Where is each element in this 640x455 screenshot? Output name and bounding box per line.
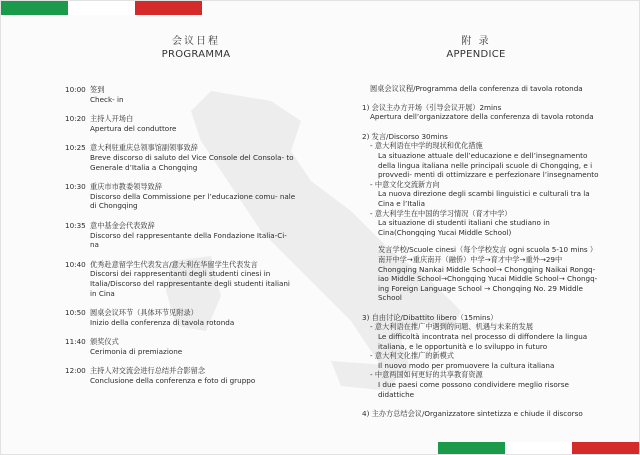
- schedule-cn: 优秀赴意留学生代表发言/意大利在华留学生代表发言: [90, 259, 258, 269]
- programma-column: [61, 1, 296, 455]
- bullet-item: [370, 180, 602, 209]
- programma-heading: [81, 35, 311, 61]
- bullet-item: [370, 351, 602, 370]
- schedule-item: [65, 221, 297, 250]
- bullet-item: [370, 370, 602, 399]
- bullet-it: La situazione attuale dell’educazione e dell’insegnamento della lingua italiana nelle principali scuole di Chongqing, e i provvedi- menti di ottimizzare e perfezionare l’insegnamento: [378, 150, 599, 180]
- bullet-item: [370, 209, 602, 238]
- bullet-it: La nuova direzione degli scambi linguistici e culturali tra la Cina e l’Italia: [378, 189, 590, 208]
- schedule-time: 10:50: [65, 308, 86, 318]
- schedule-it: Discorsi dei rappresentanti degli studenti cinesi in Italia/Discorso del rappresentante degli studenti italiani in Cina: [90, 269, 290, 298]
- bullet-it: I due paesi come possono condividere meglio risorse didattiche: [378, 380, 569, 399]
- programma-title-en: PROGRAMMA: [161, 49, 231, 60]
- schedule-time: 10:30: [65, 182, 86, 192]
- schedule-cn: 签到: [90, 85, 105, 94]
- schedule-it: Cerimonia di premiazione: [90, 346, 183, 356]
- appendix-intro: 圆桌会议议程/Programma della conferenza di tavola rotonda: [370, 84, 583, 93]
- schedule-it: Conclusione della conferenza e foto di gruppo: [90, 376, 256, 386]
- bullet-cn: - 中意两国如何更好的共享教育资源: [370, 370, 483, 380]
- schedule-time: 10:35: [65, 220, 86, 230]
- appendix-section-3: [362, 313, 602, 399]
- section-heading: 2) 发言/Discorso 30mins: [362, 131, 448, 141]
- bullet-cn: - 意大利语在中学的现状和优化措施: [370, 141, 483, 151]
- section-heading: 3) 自由讨论/Dibattito libero（15mins）: [362, 312, 498, 322]
- section-heading: 1) 会议主办方开场（引导会议开展）2mins: [362, 102, 502, 112]
- speaking-schools: 发言学校/Scuole cinesi（每个学校发言 ogni scuola 5-10 mins ）南开中学→重庆南开（融侨）中学→育才中学→重外→29中 Chongqing Nankai Middle School→ Chongqing Naikai Rongq- iao Middle School→Chongqing Yucai Middle School→ Chongq- ing Foreign Language School → Chongqing No. 29 Middle School: [378, 245, 598, 303]
- bullet-item: [370, 322, 602, 351]
- flag-green-stripe: [1, 1, 68, 15]
- schedule-item: [65, 85, 297, 104]
- schedule-cn: 意大利驻重庆总领事馆副领事致辞: [90, 143, 198, 153]
- schedule-time: 10:25: [65, 143, 86, 153]
- schedule-item: [65, 337, 297, 356]
- schedule-it: Check- in: [90, 94, 124, 104]
- schedule-it: Inizio della conferenza di tavola rotonda: [90, 317, 235, 327]
- appendice-heading: [356, 35, 596, 61]
- schedule-cn: 圆桌会议环节（具体环节见附录）: [90, 308, 198, 318]
- section-text: Apertura dell’organizzatore della conferenza di tavola rotonda: [370, 112, 594, 122]
- schedule-cn: 主持人对交流会进行总结并合影留念: [90, 366, 206, 376]
- schedule-time: 12:00: [65, 366, 86, 376]
- schedule-it: Apertura del conduttore: [90, 123, 177, 133]
- appendice-column: [356, 1, 599, 455]
- bullet-it: La situazione di studenti italiani che studiano in Cina(Chongqing Yucai Middle School): [378, 218, 550, 237]
- appendix-section-2: [362, 132, 602, 303]
- schedule-item: [65, 143, 297, 172]
- bullet-cn: - 意大利语在推广中遇到的问题、机遇与未来的发展: [370, 322, 534, 332]
- bullet-it: Le difficoltà incontrata nel processo di diffondere la lingua italiana, e le opportunità e lo sviluppo in futuro: [378, 332, 588, 351]
- bullet-item: [370, 141, 602, 179]
- bullet-cn: - 中意文化交流新方向: [370, 179, 440, 189]
- schedule-cn: 意中基金会代表致辞: [90, 220, 155, 230]
- schedule-cn: 重庆市市教委领导致辞: [90, 182, 162, 192]
- appendix-body: [362, 84, 602, 429]
- schedule-cn: 主持人开场白: [90, 114, 134, 124]
- bullet-it: Il nuovo modo per promuovere la cultura italiana: [378, 360, 555, 370]
- schedule-it: Discorso del rappresentante della Fondazione Italia-Ci- na: [90, 230, 287, 250]
- appendice-title-en: APPENDICE: [446, 49, 506, 60]
- appendix-section-4: [362, 409, 602, 419]
- appendix-section-1: [362, 103, 602, 122]
- schedule-time: 11:40: [65, 337, 86, 347]
- schedule-time: 10:00: [65, 85, 86, 94]
- schedule-item: [65, 114, 297, 133]
- schedule-item: [65, 260, 297, 298]
- schedule-item: [65, 182, 297, 211]
- schedule-list: [65, 85, 297, 396]
- schedule-item: [65, 308, 297, 327]
- bullet-cn: - 意大利学生在中国的学习情况（育才中学）: [370, 208, 512, 218]
- schedule-time: 10:20: [65, 114, 86, 124]
- section-heading: 4) 主办方总结会议/Organizzatore sintetizza e chiude il discorso: [362, 409, 583, 419]
- schedule-time: 10:40: [65, 259, 86, 269]
- appendice-title-cn: 附 录: [461, 36, 491, 47]
- schedule-it: Discorso della Commissione per l’educazione comu- nale di Chongqing: [90, 191, 296, 211]
- schedule-item: [65, 366, 297, 385]
- schedule-it: Breve discorso di saluto del Vice Console del Consola- to Generale d’Italia a Chongqing: [90, 152, 294, 172]
- bullet-cn: - 意大利文化推广的新模式: [370, 351, 454, 361]
- schedule-cn: 颁奖仪式: [90, 337, 119, 347]
- programma-title-cn: 会议日程: [172, 36, 220, 47]
